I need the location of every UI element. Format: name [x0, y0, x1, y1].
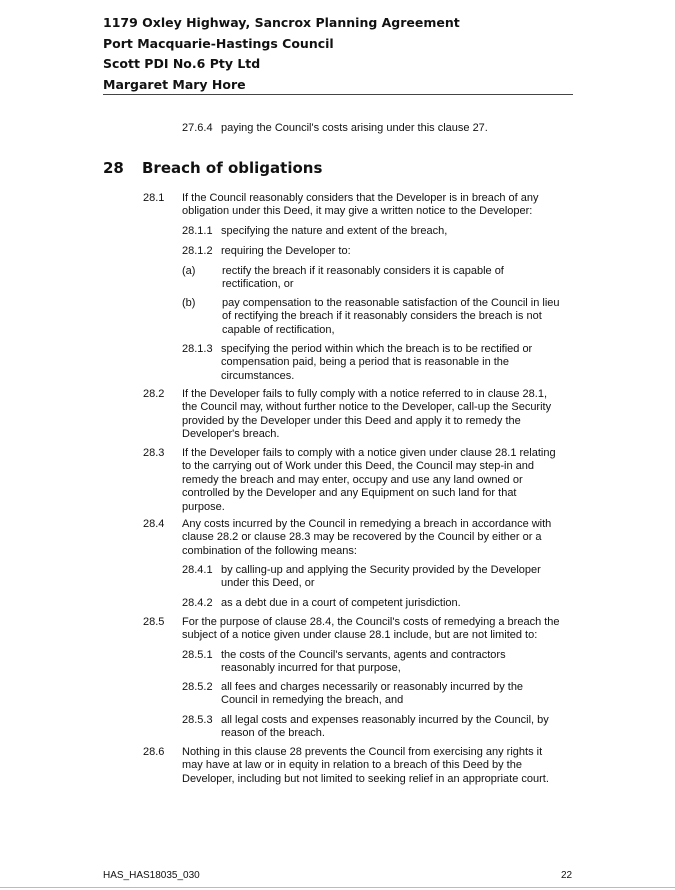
- clause-number: 28.5.2: [182, 681, 213, 693]
- clause-text-line: If the Developer fails to comply with a notice given under clause 28.1 relating: [182, 447, 556, 459]
- clause-text-line: under this Deed, or: [221, 577, 315, 590]
- clause-text-line: If the Council reasonably considers that the Developer is in breach of any: [182, 192, 539, 204]
- clause-number: (a): [182, 265, 196, 277]
- clause-text-line: Nothing in this clause 28 prevents the Council from exercising any rights it: [182, 746, 543, 758]
- footer-page-number: 22: [561, 870, 573, 881]
- clause-text-line: If the Developer fails to fully comply with a notice referred to in clause 28.1,: [182, 388, 548, 400]
- clause-number: 28.5.1: [182, 649, 213, 661]
- clause-text-line: as a debt due in a court of competent jurisdiction.: [221, 597, 461, 609]
- clause-text-line: specifying the nature and extent of the breach,: [221, 225, 448, 237]
- clause-text-line: the Council may, without further notice to the Developer, call-up the Security: [182, 401, 552, 414]
- clause-number: 28.1.2: [182, 245, 213, 257]
- clause-text-line: pay compensation to the reasonable satisfaction of the Council in lieu: [222, 297, 560, 309]
- clause-number: 28.1.1: [182, 225, 213, 237]
- clause-text-line: specifying the period within which the breach is to be rectified or: [221, 343, 533, 355]
- section-title: Breach of obligations: [142, 159, 323, 177]
- section-number: 28: [103, 159, 124, 177]
- clause-number: 28.6: [143, 746, 165, 758]
- clause-text-line: to the carrying out of Work under this Deed, the Council may step-in and: [182, 460, 534, 473]
- clause-text-line: Council in remedying the breach, and: [221, 694, 404, 707]
- clause-text-line: For the purpose of clause 28.4, the Council's costs of remedying a breach the: [182, 616, 560, 628]
- clause-number: 28.4: [143, 518, 165, 530]
- clause-text-line: circumstances.: [221, 369, 295, 382]
- clause-text-line: by calling-up and applying the Security provided by the Developer: [221, 564, 541, 576]
- clause-text-line: reasonably incurred for that purpose,: [221, 662, 401, 675]
- clause-number: 28.4.1: [182, 564, 213, 576]
- clause-text-line: reason of the breach.: [221, 727, 325, 740]
- clause-text-line: of rectifying the breach if it reasonably considers the breach is not: [222, 310, 542, 323]
- clause-text-line: remedy the breach and may enter, occupy and use any land owned or: [182, 473, 523, 486]
- clause-text-line: paying the Council's costs arising under this clause 27.: [221, 122, 488, 134]
- clause-text-line: subject of a notice given under clause 28.1 include, but are not limited to:: [182, 629, 538, 642]
- page-bottom-edge: [0, 887, 675, 888]
- clause-text-line: purpose.: [182, 500, 225, 513]
- clause-text-line: all fees and charges necessarily or reasonably incurred by the: [221, 681, 524, 693]
- clause-text-line: requiring the Developer to:: [221, 245, 351, 257]
- clause-text-line: clause 28.2 or clause 28.3 may be recovered by the Council by either or a: [182, 531, 542, 544]
- clause-number: 28.1: [143, 192, 165, 204]
- clause-text-line: Developer's breach.: [182, 428, 280, 441]
- header-party-person: Margaret Mary Hore: [103, 77, 246, 92]
- clause-number: 28.5: [143, 616, 165, 628]
- clause-number: 28.2: [143, 388, 165, 400]
- clause-number: 28.1.3: [182, 343, 213, 355]
- header-council-name: Port Macquarie-Hastings Council: [103, 36, 334, 51]
- clause-text-line: capable of rectification,: [222, 323, 335, 336]
- clause-text-line: all legal costs and expenses reasonably incurred by the Council, by: [221, 714, 549, 726]
- clause-text-line: may have at law or in equity in relation to a breach of this Deed by the: [182, 759, 522, 772]
- clause-text-line: controlled by the Developer and any Equipment on such land for that: [182, 487, 517, 500]
- header-party-company: Scott PDI No.6 Pty Ltd: [103, 56, 261, 71]
- clause-text-line: combination of the following means:: [182, 544, 357, 557]
- clause-text-line: Any costs incurred by the Council in remedying a breach in accordance with: [182, 518, 552, 530]
- clause-number: 28.4.2: [182, 597, 213, 609]
- footer-doc-reference: HAS_HAS18035_030: [103, 870, 200, 881]
- clause-text-line: rectify the breach if it reasonably considers it is capable of: [222, 265, 504, 277]
- clause-text-line: Developer, including but not limited to seeking relief in an appropriate court.: [182, 772, 549, 785]
- clause-number: (b): [182, 297, 196, 309]
- clause-number: 28.5.3: [182, 714, 213, 726]
- clause-text-line: the costs of the Council's servants, agents and contractors: [221, 649, 506, 661]
- clause-text-line: rectification, or: [222, 278, 294, 291]
- clause-text-line: compensation paid, being a period that is reasonable in the: [221, 356, 510, 369]
- clause-number: 27.6.4: [182, 122, 213, 134]
- clause-text-line: provided by the Developer under this Deed and apply it to remedy the: [182, 414, 521, 427]
- clause-number: 28.3: [143, 447, 165, 459]
- header-agreement-title: 1179 Oxley Highway, Sancrox Planning Agreement: [103, 15, 460, 30]
- header-divider: [103, 94, 573, 95]
- clause-text-line: obligation under this Deed, it may give a written notice to the Developer:: [182, 205, 533, 218]
